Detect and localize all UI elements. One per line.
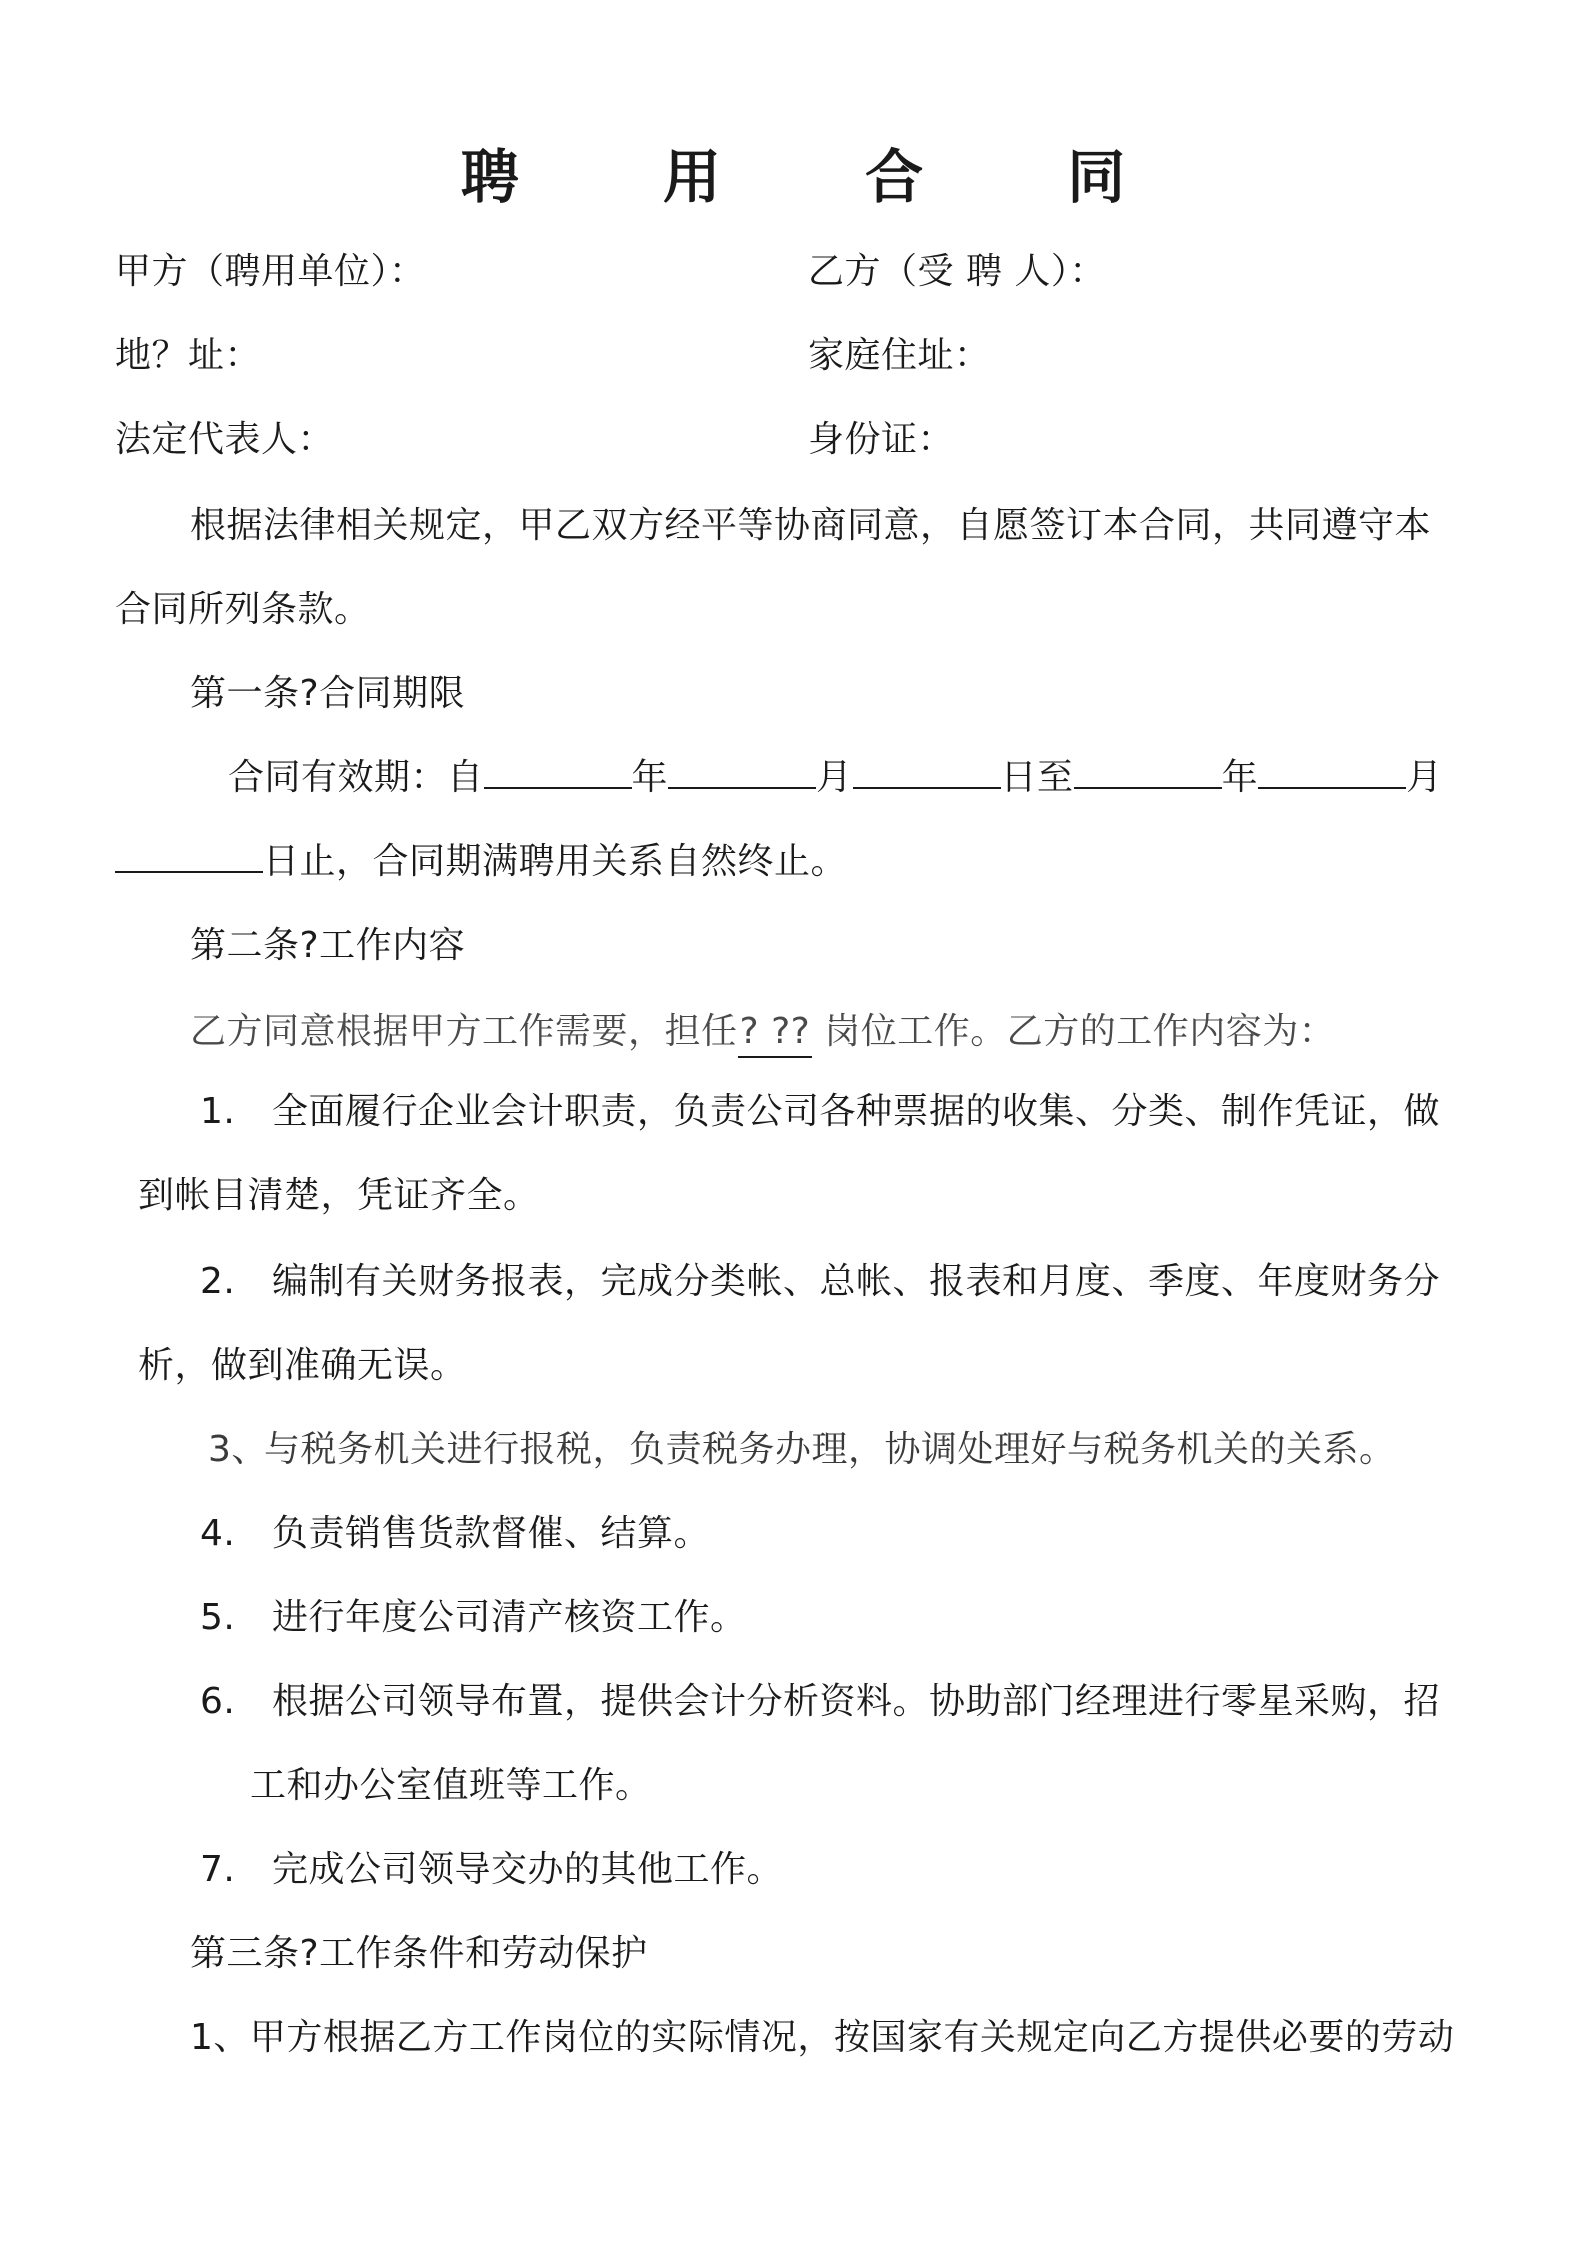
item-3-line-1: 与税务机关进行报税，负责税务办理，协调处理好与税务机关的关系。 — [264, 1429, 1396, 1470]
article-2-intro — [190, 1008, 1335, 1058]
article-1-heading: 第一条?合同期限 — [190, 673, 466, 714]
article-3-heading: 第三条?工作条件和劳动保护 — [190, 1933, 648, 1974]
term-month-1: 月 — [816, 757, 853, 798]
term-month-2: 月 — [1406, 757, 1443, 798]
article-2-heading: 第二条?工作内容 — [190, 925, 466, 966]
item-6-number: 6. — [200, 1681, 236, 1722]
item-7-line-1: 完成公司领导交办的其他工作。 — [272, 1849, 784, 1890]
party-a-label: 甲方（聘用单位）： — [115, 251, 426, 292]
intro-prefix: 乙方同意根据甲方工作需要，担任 — [190, 1011, 738, 1052]
term-year-1: 年 — [631, 757, 669, 798]
preamble-line-1: 根据法律相关规定，甲乙双方经平等协商同意，自愿签订本合同，共同遵守本 — [190, 505, 1432, 546]
position-blank[interactable]: ? ?? — [738, 1008, 813, 1058]
id-card-label: 身份证： — [808, 419, 955, 460]
address-label: 地？址： — [115, 335, 262, 376]
party-b-label: 乙方（受 聘 人）： — [808, 251, 1106, 292]
article-3-item-1: 1、甲方根据乙方工作岗位的实际情况，按国家有关规定向乙方提供必要的劳动 — [190, 2017, 1455, 2058]
item-2-line-2: 析，做到准确无误。 — [138, 1345, 467, 1386]
start-day-blank[interactable] — [853, 757, 1001, 789]
contract-term-line-2 — [115, 838, 847, 886]
item-5-line-1: 进行年度公司清产核资工作。 — [272, 1597, 747, 1638]
end-month-blank[interactable] — [1258, 757, 1406, 789]
term-prefix: 合同有效期：自 — [228, 757, 484, 798]
document-title: 聘 用 合 同 — [460, 143, 1188, 211]
start-month-blank[interactable] — [668, 757, 816, 789]
end-day-blank[interactable] — [115, 841, 263, 873]
item-5-number: 5. — [200, 1597, 236, 1638]
item-4-number: 4. — [200, 1513, 236, 1554]
term-suffix: 日止，合同期满聘用关系自然终止。 — [263, 841, 848, 882]
term-year-2: 年 — [1221, 757, 1259, 798]
item-3-number: 3、 — [208, 1429, 268, 1470]
contract-term-line — [228, 754, 1443, 802]
item-1-number: 1. — [200, 1091, 236, 1132]
term-day-1: 日至 — [1000, 757, 1074, 798]
item-2-line-1: 编制有关财务报表，完成分类帐、总帐、报表和月度、季度、年度财务分 — [272, 1261, 1441, 1302]
legal-rep-label: 法定代表人： — [115, 419, 335, 460]
item-7-number: 7. — [200, 1849, 236, 1890]
start-year-blank[interactable] — [484, 757, 632, 789]
item-2-number: 2. — [200, 1261, 236, 1302]
item-4-line-1: 负责销售货款督催、结算。 — [272, 1513, 711, 1554]
item-6-line-2: 工和办公室值班等工作。 — [250, 1765, 652, 1806]
preamble-line-2: 合同所列条款。 — [115, 589, 371, 630]
item-1-line-2: 到帐目清楚，凭证齐全。 — [138, 1175, 540, 1216]
item-1-line-1: 全面履行企业会计职责，负责公司各种票据的收集、分类、制作凭证，做 — [272, 1091, 1441, 1132]
home-address-label: 家庭住址： — [808, 335, 991, 376]
item-6-line-1: 根据公司领导布置，提供会计分析资料。协助部门经理进行零星采购，招 — [272, 1681, 1441, 1722]
intro-suffix: 岗位工作。乙方的工作内容为： — [812, 1011, 1336, 1052]
end-year-blank[interactable] — [1074, 757, 1222, 789]
